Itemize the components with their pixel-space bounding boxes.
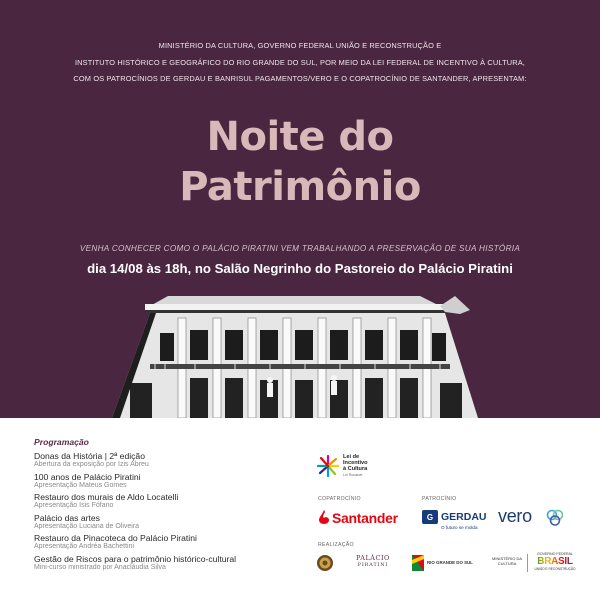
realizacao-label: REALIZAÇÃO bbox=[318, 542, 354, 548]
program-item-subtitle: Apresentação Luciana de Oliveira bbox=[34, 522, 140, 530]
palace-illustration bbox=[0, 288, 600, 418]
program-item-subtitle: Apresentação Isis Fófano bbox=[34, 502, 114, 510]
event-date-location: dia 14/08 às 18h, no Salão Negrinho do Pastoreio do Palácio Piratini bbox=[87, 261, 513, 276]
vero-rings-icon bbox=[545, 509, 565, 527]
program-item bbox=[34, 492, 304, 511]
title-line: Noite do bbox=[206, 114, 394, 160]
vero-logo: vero bbox=[498, 506, 532, 526]
program-item-title: Donas da História | 2ª edição bbox=[34, 451, 145, 461]
gerdau-tagline: O futuro se molda bbox=[441, 525, 478, 530]
presenter-line: COM OS PATROCÍNIOS DE GERDAU E BANRISUL PAGAMENTOS/VERO E O COPATROCÍNIO DE SANTANDER, APRESENTAM: bbox=[73, 74, 527, 83]
tagline: VENHA CONHECER COMO O PALÁCIO PIRATINI VEM TRABALHANDO A PRESERVAÇÃO DE SUA HISTÓRIA bbox=[79, 244, 521, 253]
program-item-title: 100 anos de Palácio Piratini bbox=[34, 471, 141, 482]
event-title bbox=[0, 112, 600, 212]
program-item-title: Palácio das artes bbox=[34, 512, 100, 523]
program-item-title: Restauro dos murais de Aldo Locatelli bbox=[34, 492, 179, 503]
palacio-line: PIRATINI bbox=[357, 562, 389, 568]
gov-slogan: UNIÃO E RECONSTRUÇÃO bbox=[534, 567, 576, 571]
presenters-text bbox=[30, 38, 570, 88]
ministerio-line: CULTURA bbox=[497, 560, 517, 566]
brasil-wordmark: BRASIL bbox=[532, 556, 578, 567]
title-line: Patrimônio bbox=[179, 164, 421, 210]
incentive-law-line: à Cultura bbox=[343, 466, 368, 473]
incentive-law-line: Incentivo bbox=[343, 460, 368, 467]
santander-logo: Santander bbox=[332, 510, 398, 526]
program-item bbox=[34, 451, 304, 470]
incentive-law-line: Lei de bbox=[343, 454, 360, 460]
program-list bbox=[34, 437, 304, 575]
ministerio-logo bbox=[492, 557, 522, 566]
svg-text:G: G bbox=[426, 513, 434, 522]
copatrocinio-label: COPATROCÍNIO bbox=[318, 496, 361, 502]
program-item-title: Restauro da Pinacoteca do Palácio Piratini bbox=[34, 533, 197, 544]
program-item bbox=[34, 533, 304, 552]
gerdau-mark-icon bbox=[422, 510, 438, 524]
gov-federal-label: GOVERNO FEDERAL bbox=[537, 552, 573, 556]
program-item-title: Gestão de Riscos para o patrimônio histórico-cultural bbox=[34, 553, 237, 564]
santander-flame-icon bbox=[318, 510, 330, 524]
incentive-law-logo-icon bbox=[316, 454, 340, 478]
incentive-law-text bbox=[343, 454, 368, 477]
program-item-subtitle: Apresentação Andréa Bachettini bbox=[34, 543, 135, 551]
program-item-subtitle: Mini-curso ministrado por Anacláudia Silva bbox=[34, 563, 166, 571]
logo-divider bbox=[527, 554, 528, 572]
federal-government-logo bbox=[532, 552, 578, 571]
sponsors-block bbox=[300, 440, 600, 606]
program-item bbox=[34, 513, 304, 532]
presenter-line: MINISTÉRIO DA CULTURA, GOVERNO FEDERAL UNIÃO E RECONSTRUÇÃO E bbox=[158, 41, 442, 50]
program-item-subtitle: Abertura da exposição por Izis Abreu bbox=[34, 461, 149, 468]
palacio-line: PALÁCIO bbox=[356, 554, 390, 562]
program-item bbox=[34, 472, 304, 491]
rs-flag-icon bbox=[412, 555, 424, 571]
program-item-subtitle: Apresentação Mateus Gomes bbox=[34, 481, 127, 489]
presenter-line: INSTITUTO HISTÓRICO E GEOGRÁFICO DO RIO GRANDE DO SUL, POR MEIO DA LEI FEDERAL DE INCENTIVO À CULTURA, bbox=[74, 57, 526, 67]
incentive-law-sub: Lei Rouanet bbox=[343, 472, 363, 477]
gerdau-logo: GERDAU bbox=[441, 511, 487, 523]
program-item bbox=[34, 554, 304, 573]
rs-gov-text: RIO GRANDE DO SUL bbox=[427, 560, 473, 565]
patrocinio-label: PATROCÍNIO bbox=[422, 496, 457, 502]
palacio-piratini-logo bbox=[356, 554, 390, 568]
program-heading: Programação bbox=[34, 437, 89, 447]
institute-seal-icon bbox=[316, 554, 334, 572]
ministerio-line: MINISTÉRIO DA bbox=[492, 556, 523, 561]
